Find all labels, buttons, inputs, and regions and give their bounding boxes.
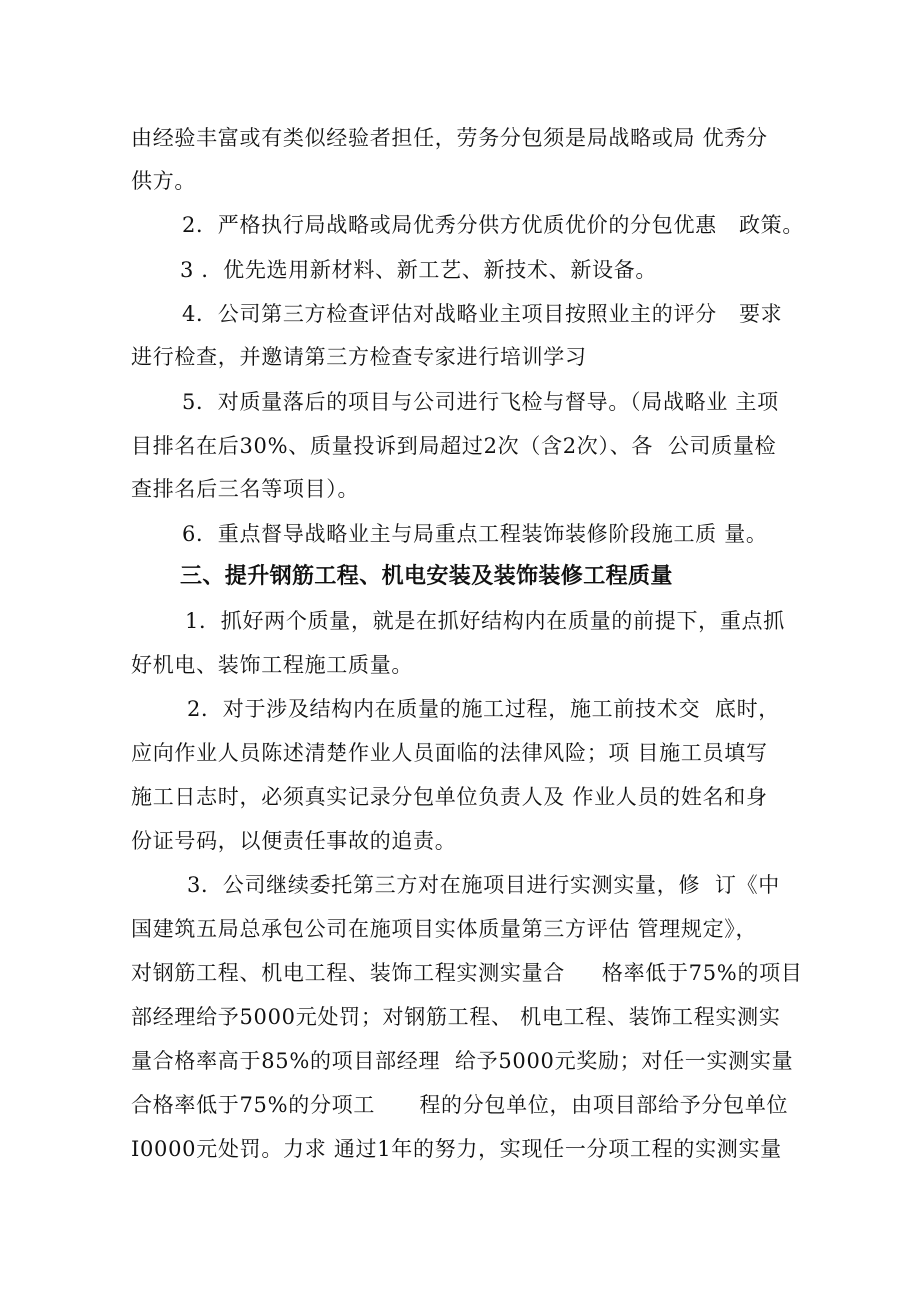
text-line: 3．公司继续委托第三方对在施项目进行实测实量，修 订《中: [187, 873, 781, 897]
text-line: 份证号码，以便责任事故的追责。: [131, 829, 457, 853]
text-line: 目排名在后30%、质量投诉到局超过2次（含2次）、各 公司质量检: [131, 434, 777, 458]
text-line: 施工日志时，必须真实记录分包单位负责人及 作业人员的姓名和身: [131, 785, 768, 809]
text-line: 量合格率高于85%的项目部经理 给予5000元奖励；对任一实测实量: [131, 1049, 794, 1073]
text-line: 好机电、装饰工程施工质量。: [131, 653, 414, 677]
text-line: 查排名后三名等项目）。: [131, 477, 360, 501]
text-line: 2．严格执行局战略或局优秀分供方优质优价的分包优惠 政策。: [182, 213, 805, 237]
text-line: 6．重点督导战略业主与局重点工程装饰装修阶段施工质 量。: [182, 522, 768, 546]
text-line: 进行检查，并邀请第三方检查专家进行培训学习: [131, 345, 587, 369]
text-line: 由经验丰富或有类似经验者担任，劳务分包须是局战略或局 优秀分: [131, 126, 768, 150]
text-line: 对钢筋工程、机电工程、装饰工程实测实量合 格率低于75%的项目: [131, 961, 803, 985]
text-line: 合格率低于75%的分项工 程的分包单位，由项目部给予分包单位: [131, 1093, 789, 1117]
text-line: 国建筑五局总承包公司在施项目实体质量第三方评估 管理规定》，: [131, 917, 758, 941]
text-line: 1．抓好两个质量，就是在抓好结构内在质量的前提下，重点抓: [185, 609, 785, 633]
text-line: 5．对质量落后的项目与公司进行飞检与督导。（局战略业 主项: [182, 390, 779, 414]
text-line: 供方。: [131, 169, 197, 193]
text-line: 4．公司第三方检查评估对战略业主项目按照业主的评分 要求: [182, 302, 783, 326]
text-line: I0000元处罚。力求 通过1年的努力，实现任一分项工程的实测实量: [131, 1137, 782, 1161]
text-line: 3 ．优先选用新材料、新工艺、新技术、新设备。: [180, 258, 658, 282]
section-heading: 三、提升钢筋工程、机电安装及装饰装修工程质量: [180, 564, 673, 589]
text-line: 部经理给予5000元处罚；对钢筋工程、 机电工程、装饰工程实测实: [131, 1005, 781, 1029]
text-line: 应向作业人员陈述清楚作业人员面临的法律风险；项 目施工员填写: [131, 741, 768, 765]
text-line: 2．对于涉及结构内在质量的施工过程，施工前技术交 底时，: [187, 697, 781, 721]
